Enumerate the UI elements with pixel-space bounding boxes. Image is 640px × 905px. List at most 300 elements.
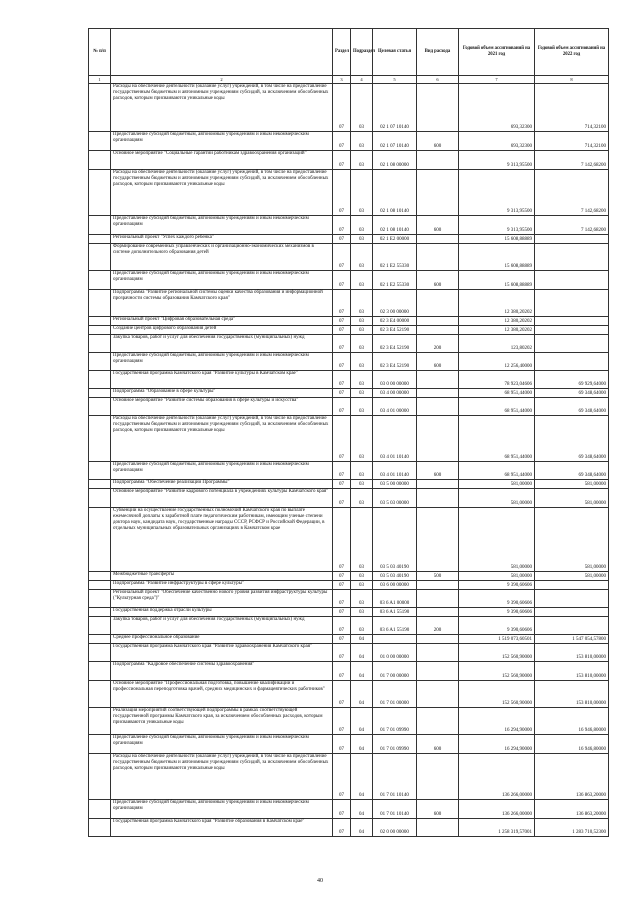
row-target-cell: 02 0 00 00000 <box>373 819 417 837</box>
row-2022-cell: 581,00000 <box>535 572 609 581</box>
row-expense-type-cell: 600 <box>417 800 459 819</box>
row-2022-cell <box>535 235 609 244</box>
row-num-cell <box>89 317 111 326</box>
row-2021-cell: 581,00000 <box>459 489 535 508</box>
row-name-cell: Расходы на обеспечение деятельности (оказание услуг) учреждений, в том числе на предоставление государственным бюджетным и автономным учреждениям субсидий, за исключением обособленных расходов, которым присваиваются уникальные коды <box>111 170 333 216</box>
row-2022-cell: 69 348,64000 <box>535 416 609 462</box>
row-num-cell <box>89 480 111 489</box>
row-section-cell: 07 <box>333 290 351 317</box>
row-2022-cell: 69 348,64000 <box>535 462 609 480</box>
row-2022-cell <box>535 581 609 590</box>
row-num-cell <box>89 389 111 398</box>
row-num-cell <box>89 617 111 635</box>
row-section-cell: 07 <box>333 235 351 244</box>
row-target-cell: 02 1 08 00000 <box>373 151 417 170</box>
row-subsection-cell: 03 <box>351 462 373 480</box>
row-2021-cell: 15 608,88889 <box>459 235 535 244</box>
col-number: 6 <box>417 76 459 84</box>
row-target-cell: 02 1 E2 00000 <box>373 235 417 244</box>
row-expense-type-cell: 600 <box>417 735 459 754</box>
row-name-cell: Основное мероприятие "Социальные гарантии работникам здравоохранения организаций" <box>111 151 333 170</box>
row-subsection-cell: 03 <box>351 608 373 617</box>
row-name-cell: Региональный проект "Успех каждого ребенка" <box>111 235 333 244</box>
row-target-cell: 01 7 00 00000 <box>373 662 417 681</box>
header-2022: Годовой объем ассигнований на 2022 год <box>535 29 609 76</box>
row-name-cell: Государственная программа Камчатского края "Развитие образования в Камчатском крае" <box>111 819 333 837</box>
row-subsection-cell: 04 <box>351 754 373 800</box>
row-name-cell: Межбюджетные трансферты <box>111 572 333 581</box>
row-expense-type-cell: 200 <box>417 617 459 635</box>
row-target-cell: 01 7 01 09990 <box>373 708 417 735</box>
table-row <box>89 335 609 353</box>
row-name-cell: Среднее профессиональное образование <box>111 635 333 644</box>
row-expense-type-cell <box>417 635 459 644</box>
row-subsection-cell: 03 <box>351 170 373 216</box>
row-target-cell: 01 0 00 00000 <box>373 644 417 662</box>
row-section-cell: 07 <box>333 635 351 644</box>
row-subsection-cell: 03 <box>351 572 373 581</box>
row-name-cell: Подпрограмма "Кадровое обеспечение системы здравоохранения" <box>111 662 333 681</box>
row-expense-type-cell: 600 <box>417 462 459 480</box>
table-row <box>89 271 609 290</box>
row-section-cell: 07 <box>333 608 351 617</box>
row-expense-type-cell <box>417 708 459 735</box>
row-section-cell: 07 <box>333 84 351 132</box>
row-subsection-cell: 04 <box>351 644 373 662</box>
row-subsection-cell: 04 <box>351 819 373 837</box>
row-subsection-cell: 03 <box>351 235 373 244</box>
table-row <box>89 754 609 800</box>
row-section-cell: 07 <box>333 480 351 489</box>
table-row <box>89 317 609 326</box>
row-num-cell <box>89 635 111 644</box>
row-expense-type-cell: 200 <box>417 335 459 353</box>
table-row <box>89 662 609 681</box>
row-subsection-cell: 03 <box>351 353 373 371</box>
table-row <box>89 635 609 644</box>
col-number: 5 <box>373 76 417 84</box>
row-target-cell: 02 1 07 10140 <box>373 84 417 132</box>
table-row <box>89 590 609 608</box>
row-subsection-cell: 03 <box>351 480 373 489</box>
row-2022-cell: 1 283 710,52300 <box>535 819 609 837</box>
row-expense-type-cell <box>417 235 459 244</box>
row-section-cell: 07 <box>333 489 351 508</box>
row-2021-cell: 12 380,20202 <box>459 326 535 335</box>
row-subsection-cell: 03 <box>351 389 373 398</box>
row-2021-cell: 1 519 073,60501 <box>459 635 535 644</box>
row-section-cell: 07 <box>333 572 351 581</box>
row-subsection-cell: 03 <box>351 581 373 590</box>
row-expense-type-cell <box>417 244 459 271</box>
row-2022-cell: 16 946,80000 <box>535 735 609 754</box>
row-num-cell <box>89 590 111 608</box>
row-num-cell <box>89 819 111 837</box>
row-target-cell: 03 5 03 40190 <box>373 572 417 581</box>
row-target-cell: 01 7 01 00000 <box>373 681 417 708</box>
row-expense-type-cell <box>417 389 459 398</box>
row-expense-type-cell <box>417 371 459 389</box>
row-num-cell <box>89 508 111 572</box>
row-2022-cell: 581,00000 <box>535 489 609 508</box>
table-row <box>89 644 609 662</box>
row-2021-cell: 581,00000 <box>459 572 535 581</box>
row-target-cell: 03 6 A1 55190 <box>373 608 417 617</box>
row-2021-cell: 9 313,95500 <box>459 216 535 235</box>
row-section-cell: 07 <box>333 317 351 326</box>
row-num-cell <box>89 216 111 235</box>
row-2021-cell: 123,80202 <box>459 335 535 353</box>
row-2022-cell: 714,32100 <box>535 84 609 132</box>
row-name-cell: Государственная программа Камчатского края "Развитие культуры в Камчатском крае" <box>111 371 333 389</box>
row-section-cell: 07 <box>333 581 351 590</box>
row-target-cell: 02 3 E4 00000 <box>373 317 417 326</box>
budget-table <box>88 28 609 837</box>
row-name-cell: Региональный проект "Цифровая образовательная среда" <box>111 317 333 326</box>
row-expense-type-cell <box>417 581 459 590</box>
row-num-cell <box>89 489 111 508</box>
row-section-cell: 07 <box>333 151 351 170</box>
row-name-cell: Расходы на обеспечение деятельности (оказание услуг) учреждений, в том числе на предоставление государственным бюджетным и автономным учреждениям субсидий, за исключением обособленных расходов, которым присваиваются уникальные коды <box>111 416 333 462</box>
row-section-cell: 07 <box>333 708 351 735</box>
row-2022-cell: 136 863,20000 <box>535 800 609 819</box>
row-subsection-cell: 04 <box>351 662 373 681</box>
row-target-cell: 02 1 07 10140 <box>373 132 417 151</box>
row-target-cell: 01 7 01 10140 <box>373 754 417 800</box>
table-row <box>89 572 609 581</box>
row-num-cell <box>89 608 111 617</box>
row-expense-type-cell <box>417 754 459 800</box>
row-2021-cell: 152 560,90000 <box>459 681 535 708</box>
row-expense-type-cell: 600 <box>417 271 459 290</box>
row-subsection-cell: 03 <box>351 508 373 572</box>
row-2022-cell: 581,00000 <box>535 508 609 572</box>
row-num-cell <box>89 84 111 132</box>
row-section-cell: 07 <box>333 754 351 800</box>
row-name-cell: Предоставление субсидий бюджетным, автономным учреждениям и иным некоммерческим организациям <box>111 353 333 371</box>
row-num-cell <box>89 462 111 480</box>
row-subsection-cell: 04 <box>351 800 373 819</box>
row-name-cell: Государственная поддержка отрасли культуры <box>111 608 333 617</box>
row-section-cell: 07 <box>333 271 351 290</box>
row-2022-cell <box>535 335 609 353</box>
row-subsection-cell: 03 <box>351 151 373 170</box>
table-row <box>89 244 609 271</box>
row-2022-cell: 7 142,68200 <box>535 151 609 170</box>
row-name-cell: Предоставление субсидий бюджетным, автономным учреждениям и иным некоммерческим организациям <box>111 462 333 480</box>
row-2021-cell: 15 608,88889 <box>459 271 535 290</box>
row-2022-cell: 69 348,64000 <box>535 398 609 416</box>
table-row <box>89 353 609 371</box>
table-row <box>89 681 609 708</box>
row-name-cell: Подпрограмма "Развитие инфраструктуры в сфере культуры" <box>111 581 333 590</box>
row-2021-cell: 152 560,90000 <box>459 644 535 662</box>
row-name-cell: Формирование современных управленческих и организационно-экономических механизмов в системе дополнительного образования детей <box>111 244 333 271</box>
row-target-cell: 03 6 00 00000 <box>373 581 417 590</box>
row-target-cell: 03 5 03 00000 <box>373 489 417 508</box>
row-subsection-cell: 03 <box>351 590 373 608</box>
row-2022-cell: 69 348,64000 <box>535 389 609 398</box>
table-row <box>89 581 609 590</box>
row-subsection-cell: 03 <box>351 416 373 462</box>
row-section-cell: 07 <box>333 644 351 662</box>
header-2021: Годовой объем ассигнований на 2021 год <box>459 29 535 76</box>
row-name-cell: Подпрограмма "Образование в сфере культуры" <box>111 389 333 398</box>
row-target-cell: 03 6 A1 00000 <box>373 590 417 608</box>
row-expense-type-cell <box>417 590 459 608</box>
row-2021-cell: 9 390,60606 <box>459 590 535 608</box>
row-2022-cell: 153 810,00000 <box>535 681 609 708</box>
row-subsection-cell: 04 <box>351 681 373 708</box>
row-section-cell: 07 <box>333 617 351 635</box>
row-subsection-cell: 03 <box>351 398 373 416</box>
row-section-cell: 07 <box>333 681 351 708</box>
row-2022-cell <box>535 244 609 271</box>
row-expense-type-cell <box>417 489 459 508</box>
row-section-cell: 07 <box>333 132 351 151</box>
row-2022-cell: 7 142,68200 <box>535 170 609 216</box>
row-num-cell <box>89 151 111 170</box>
row-target-cell: 03 4 01 10140 <box>373 416 417 462</box>
row-num-cell <box>89 681 111 708</box>
row-2021-cell: 12 380,20202 <box>459 317 535 326</box>
row-target-cell: 02 1 08 10140 <box>373 216 417 235</box>
row-section-cell: 07 <box>333 462 351 480</box>
row-section-cell: 07 <box>333 335 351 353</box>
table-row <box>89 326 609 335</box>
row-2021-cell: 12 256,40000 <box>459 353 535 371</box>
table-row <box>89 398 609 416</box>
row-section-cell: 07 <box>333 662 351 681</box>
row-name-cell: Предоставление субсидий бюджетным, автономным учреждениям и иным некоммерческим организациям <box>111 735 333 754</box>
row-subsection-cell: 04 <box>351 735 373 754</box>
row-2022-cell <box>535 326 609 335</box>
row-2022-cell: 16 946,80000 <box>535 708 609 735</box>
row-2022-cell <box>535 290 609 317</box>
row-target-cell: 03 4 01 10140 <box>373 462 417 480</box>
column-number-row <box>89 76 609 84</box>
header-expense-type: Вид расхода <box>417 29 459 76</box>
table-row <box>89 735 609 754</box>
row-subsection-cell: 03 <box>351 489 373 508</box>
row-name-cell: Закупка товаров, работ и услуг для обеспечения государственных (муниципальных) нужд <box>111 335 333 353</box>
row-expense-type-cell: 600 <box>417 353 459 371</box>
row-num-cell <box>89 335 111 353</box>
row-expense-type-cell: 500 <box>417 572 459 581</box>
row-2021-cell: 9 390,60606 <box>459 608 535 617</box>
row-name-cell: Подпрограмма "Развитие региональной системы оценки качества образования и информационной прозрачности системы образования Камчатского края" <box>111 290 333 317</box>
row-2021-cell: 9 313,95500 <box>459 170 535 216</box>
table-header-row <box>89 29 609 76</box>
row-2021-cell: 136 266,00000 <box>459 800 535 819</box>
row-subsection-cell: 03 <box>351 317 373 326</box>
row-expense-type-cell: 600 <box>417 132 459 151</box>
col-number: 2 <box>111 76 333 84</box>
row-name-cell: Подпрограмма "Обеспечение реализации Программы" <box>111 480 333 489</box>
row-section-cell: 07 <box>333 353 351 371</box>
row-num-cell <box>89 271 111 290</box>
row-subsection-cell: 03 <box>351 216 373 235</box>
row-num-cell <box>89 754 111 800</box>
row-name-cell: Основное мероприятие "Профессиональная подготовка, повышение квалификации и профессиональная переподготовка врачей, средних медицинских и фармацевтических работников" <box>111 681 333 708</box>
row-name-cell: Расходы на обеспечение деятельности (оказание услуг) учреждений, в том числе на предоставление государственным бюджетным и автономным учреждениям субсидий, за исключением обособленных расходов, которым присваиваются уникальные коды <box>111 84 333 132</box>
row-2022-cell <box>535 271 609 290</box>
col-number: 1 <box>89 76 111 84</box>
row-2021-cell: 9 390,60606 <box>459 581 535 590</box>
table-row <box>89 235 609 244</box>
row-num-cell <box>89 290 111 317</box>
row-section-cell: 07 <box>333 800 351 819</box>
row-section-cell: 07 <box>333 508 351 572</box>
row-section-cell: 07 <box>333 244 351 271</box>
row-2021-cell: 68 951,44000 <box>459 416 535 462</box>
row-name-cell: Создание центров цифрового образования детей <box>111 326 333 335</box>
row-2022-cell <box>535 353 609 371</box>
row-num-cell <box>89 235 111 244</box>
row-target-cell: 02 3 E4 52190 <box>373 326 417 335</box>
row-2022-cell: 581,00000 <box>535 480 609 489</box>
row-num-cell <box>89 353 111 371</box>
row-2021-cell: 68 951,44000 <box>459 462 535 480</box>
row-subsection-cell: 03 <box>351 290 373 317</box>
row-2022-cell <box>535 617 609 635</box>
table-body <box>89 84 609 837</box>
row-2021-cell: 12 380,20202 <box>459 290 535 317</box>
row-num-cell <box>89 416 111 462</box>
row-num-cell <box>89 572 111 581</box>
row-2021-cell: 78 923,04606 <box>459 371 535 389</box>
row-target-cell: 02 1 E2 55330 <box>373 271 417 290</box>
row-2021-cell: 136 266,00000 <box>459 754 535 800</box>
row-expense-type-cell <box>417 170 459 216</box>
table-row <box>89 480 609 489</box>
row-name-cell: Предоставление субсидий бюджетным, автономным учреждениям и иным некоммерческим организациям <box>111 216 333 235</box>
row-subsection-cell: 03 <box>351 244 373 271</box>
row-expense-type-cell <box>417 416 459 462</box>
row-name-cell: Расходы на обеспечение деятельности (оказание услуг) учреждений, в том числе на предоставление государственным бюджетным и автономным учреждениям субсидий, за исключением обособленных расходов, которым присваиваются уникальные коды <box>111 754 333 800</box>
row-subsection-cell: 03 <box>351 132 373 151</box>
row-name-cell: Государственная программа Камчатского края "Развитие здравоохранения Камчатского края" <box>111 644 333 662</box>
row-subsection-cell: 03 <box>351 335 373 353</box>
row-num-cell <box>89 132 111 151</box>
row-2021-cell: 581,00000 <box>459 480 535 489</box>
row-2021-cell: 581,00000 <box>459 508 535 572</box>
row-name-cell: Закупка товаров, работ и услуг для обеспечения государственных (муниципальных) нужд <box>111 617 333 635</box>
row-name-cell: Предоставление субсидий бюджетным, автономным учреждениям и иным некоммерческим организациям <box>111 271 333 290</box>
row-expense-type-cell <box>417 151 459 170</box>
table-row <box>89 800 609 819</box>
row-name-cell: Региональный проект "Обеспечение качественно нового уровня развития инфраструктуры культуры ("Культурная среда")" <box>111 590 333 608</box>
row-2022-cell: 153 810,00000 <box>535 662 609 681</box>
col-number: 4 <box>351 76 373 84</box>
row-num-cell <box>89 708 111 735</box>
table-row <box>89 371 609 389</box>
row-target-cell <box>373 635 417 644</box>
row-2021-cell: 15 608,88889 <box>459 244 535 271</box>
row-section-cell: 07 <box>333 371 351 389</box>
table-row <box>89 819 609 837</box>
row-name-cell: Основное мероприятие "Развитие кадрового потенциала в учреждениях культуры Камчатского края" <box>111 489 333 508</box>
row-subsection-cell: 04 <box>351 635 373 644</box>
row-target-cell: 02 1 08 10140 <box>373 170 417 216</box>
row-expense-type-cell <box>417 508 459 572</box>
table-row <box>89 216 609 235</box>
row-expense-type-cell <box>417 290 459 317</box>
row-num-cell <box>89 800 111 819</box>
row-2021-cell: 1 258 319,57001 <box>459 819 535 837</box>
row-2022-cell: 1 547 054,57800 <box>535 635 609 644</box>
row-target-cell: 01 7 01 09990 <box>373 735 417 754</box>
row-expense-type-cell: 600 <box>417 216 459 235</box>
row-expense-type-cell <box>417 326 459 335</box>
table-row <box>89 389 609 398</box>
row-num-cell <box>89 398 111 416</box>
table-row <box>89 608 609 617</box>
row-2022-cell: 136 863,20000 <box>535 754 609 800</box>
row-expense-type-cell <box>417 819 459 837</box>
row-target-cell: 03 5 00 00000 <box>373 480 417 489</box>
row-target-cell: 03 4 00 00000 <box>373 389 417 398</box>
row-2021-cell: 152 560,90000 <box>459 662 535 681</box>
row-expense-type-cell <box>417 398 459 416</box>
table-row <box>89 462 609 480</box>
row-name-cell: Основное мероприятие "Развитие системы образования в сфере культуры и искусства" <box>111 398 333 416</box>
row-2022-cell: 69 929,64000 <box>535 371 609 389</box>
row-expense-type-cell <box>417 662 459 681</box>
header-subsection: Подраздел <box>351 29 373 76</box>
row-target-cell: 02 3 00 00000 <box>373 290 417 317</box>
table-row <box>89 617 609 635</box>
row-num-cell <box>89 371 111 389</box>
row-num-cell <box>89 170 111 216</box>
row-target-cell: 02 3 E4 52190 <box>373 353 417 371</box>
page-number: 40 <box>317 878 323 884</box>
row-2022-cell <box>535 608 609 617</box>
row-2021-cell: 68 951,44000 <box>459 389 535 398</box>
row-name-cell: Предоставление субсидий бюджетным, автономным учреждениям и иным некоммерческим организациям <box>111 800 333 819</box>
row-num-cell <box>89 326 111 335</box>
row-num-cell <box>89 662 111 681</box>
table-row <box>89 416 609 462</box>
row-target-cell: 02 3 E4 52190 <box>373 335 417 353</box>
row-target-cell: 03 5 03 40190 <box>373 508 417 572</box>
row-2022-cell: 714,32100 <box>535 132 609 151</box>
row-2021-cell: 16 294,90000 <box>459 735 535 754</box>
row-2021-cell: 9 313,95500 <box>459 151 535 170</box>
table-row <box>89 151 609 170</box>
row-target-cell: 01 7 01 10140 <box>373 800 417 819</box>
row-name-cell: Предоставление субсидий бюджетным, автономным учреждениям и иным некоммерческим организациям <box>111 132 333 151</box>
row-2022-cell: 7 142,68200 <box>535 216 609 235</box>
row-subsection-cell: 03 <box>351 617 373 635</box>
row-name-cell: Реализация мероприятий соответствующей подпрограммы в рамках соответствующей государственной программы Камчатского края, за исключением обособленных расходов, которым присваиваются уникальные коды <box>111 708 333 735</box>
row-2021-cell: 68 951,44000 <box>459 398 535 416</box>
table-row <box>89 170 609 216</box>
row-num-cell <box>89 644 111 662</box>
header-num: № п/п <box>89 29 111 76</box>
header-section: Раздел <box>333 29 351 76</box>
row-2021-cell: 16 294,90000 <box>459 708 535 735</box>
row-2021-cell: 9 390,60606 <box>459 617 535 635</box>
row-expense-type-cell <box>417 608 459 617</box>
row-section-cell: 07 <box>333 819 351 837</box>
row-2022-cell <box>535 317 609 326</box>
row-subsection-cell: 03 <box>351 271 373 290</box>
col-number: 3 <box>333 76 351 84</box>
col-number: 8 <box>535 76 609 84</box>
row-target-cell: 03 6 A1 55190 <box>373 617 417 635</box>
row-section-cell: 07 <box>333 416 351 462</box>
